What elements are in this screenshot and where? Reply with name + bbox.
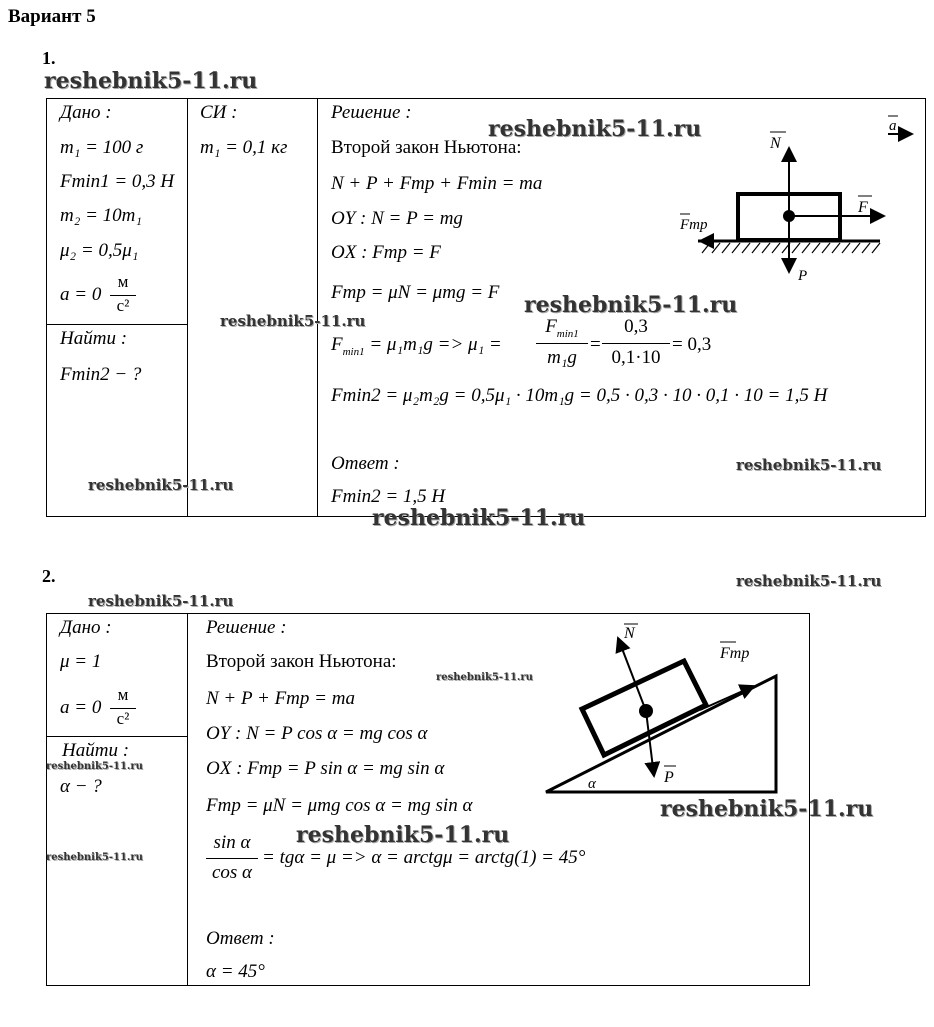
newton-law: Второй закон Ньютона:: [331, 137, 522, 158]
table-divider: [317, 98, 318, 517]
watermark: reshebnik5-11.ru: [524, 292, 738, 318]
unit-denominator: с²: [116, 709, 130, 728]
given-item: μ₂ = 0,5μ₁: [60, 240, 139, 261]
label-P: P: [798, 268, 808, 284]
incline: [546, 676, 776, 792]
fraction-numerator: 0,3: [624, 316, 648, 337]
label-N: N: [624, 625, 635, 642]
equation: Fтр = μN = μmg = F: [331, 282, 500, 303]
unit-numerator: м: [117, 272, 129, 291]
variant-title: Вариант 5: [8, 6, 96, 27]
unit-denominator: с²: [116, 296, 130, 315]
equation: N + P + Fтр + Fmin = ma: [331, 173, 543, 194]
block-force-diagram: [660, 108, 922, 294]
label-Ftr: Fтр: [680, 217, 708, 233]
label-P: P: [664, 769, 674, 786]
fraction-denominator: cos α: [211, 862, 253, 883]
equation: OY : N = P cos α = mg cos α: [206, 723, 428, 744]
watermark: reshebnik5-11.ru: [436, 672, 533, 683]
dano-label: Дано :: [60, 102, 112, 123]
find-item: α − ?: [60, 776, 102, 797]
watermark: reshebnik5-11.ru: [372, 505, 586, 531]
dano-label: Дано :: [60, 617, 112, 638]
table-divider: [187, 98, 188, 517]
watermark: reshebnik5-11.ru: [736, 572, 882, 590]
equation: Fmin2 = μ₂m₂g = 0,5μ₁ · 10m₁g = 0,5 · 0,3 · 10 · 0,1 · 10 = 1,5 Н: [331, 385, 828, 406]
answer: Fmin2 = 1,5 Н: [331, 486, 446, 507]
naiti-label: Найти :: [62, 740, 130, 761]
label-alpha: α: [588, 776, 596, 792]
problem-1-number: 1.: [42, 48, 56, 68]
answer: α = 45°: [206, 961, 265, 982]
watermark: reshebnik5-11.ru: [46, 761, 143, 772]
fraction-bar: [206, 858, 258, 859]
equation-lhs: $F_{min1} = \mu_1m_1g => \mu_1$ =: [331, 334, 502, 358]
problem-2-number: 2.: [42, 566, 56, 586]
otvet-label: Ответ :: [331, 453, 400, 474]
watermark: reshebnik5-11.ru: [46, 852, 143, 863]
watermark: reshebnik5-11.ru: [44, 68, 258, 94]
label-N: N: [770, 135, 781, 152]
equals: =: [590, 334, 601, 355]
equation: N + P + Fтр = ma: [206, 688, 355, 709]
fraction-bar: [602, 343, 670, 344]
reshenie-label: Решение :: [331, 102, 412, 123]
equation: OY : N = P = mg: [331, 208, 463, 229]
fraction-denominator: m₁g: [547, 347, 577, 368]
given-item: μ = 1: [60, 651, 102, 672]
fraction-bar: [536, 343, 588, 344]
given-item: Fmin1 = 0,3 Н: [60, 171, 175, 192]
label-Ftr: Fтр: [720, 645, 750, 662]
given-item: m₂ = 10m₁: [60, 205, 142, 226]
reshenie-label: Решение :: [206, 617, 287, 638]
otvet-label: Ответ :: [206, 928, 275, 949]
equation: = tgα = μ => α = arctgμ = arctg(1) = 45°: [262, 847, 586, 868]
fraction-denominator: 0,1·10: [611, 347, 661, 368]
watermark: reshebnik5-11.ru: [88, 592, 234, 610]
watermark: reshebnik5-11.ru: [660, 796, 874, 822]
table-divider: [187, 613, 188, 986]
fraction-numerator: sin α: [213, 832, 251, 853]
newton-law: Второй закон Ньютона:: [206, 651, 397, 672]
table-divider: [46, 324, 188, 325]
watermark: reshebnik5-11.ru: [736, 456, 882, 474]
si-item: m₁ = 0,1 кг: [200, 137, 288, 158]
fraction-numerator: $F_{min1}$: [545, 316, 579, 340]
given-item: a = 0: [60, 697, 102, 718]
given-item: m₁ = 100 г: [60, 137, 144, 158]
equation: OX : Fтр = P sin α = mg sin α: [206, 758, 445, 779]
watermark: reshebnik5-11.ru: [488, 116, 702, 142]
incline-force-diagram: [540, 618, 800, 798]
naiti-label: Найти :: [60, 328, 128, 349]
watermark: reshebnik5-11.ru: [88, 476, 234, 494]
si-label: СИ :: [200, 102, 238, 123]
find-item: Fmin2 − ?: [60, 364, 142, 385]
label-a: a: [889, 118, 897, 134]
equation: OX : Fтр = F: [331, 242, 441, 263]
watermark: reshebnik5-11.ru: [220, 312, 366, 330]
table-divider: [46, 736, 188, 737]
equation-result: = 0,3: [672, 334, 712, 355]
equation: Fтр = μN = μmg cos α = mg sin α: [206, 795, 473, 816]
watermark: reshebnik5-11.ru: [296, 822, 510, 848]
unit-numerator: м: [117, 685, 129, 704]
label-F: F: [858, 199, 868, 216]
given-item: a = 0: [60, 284, 102, 305]
